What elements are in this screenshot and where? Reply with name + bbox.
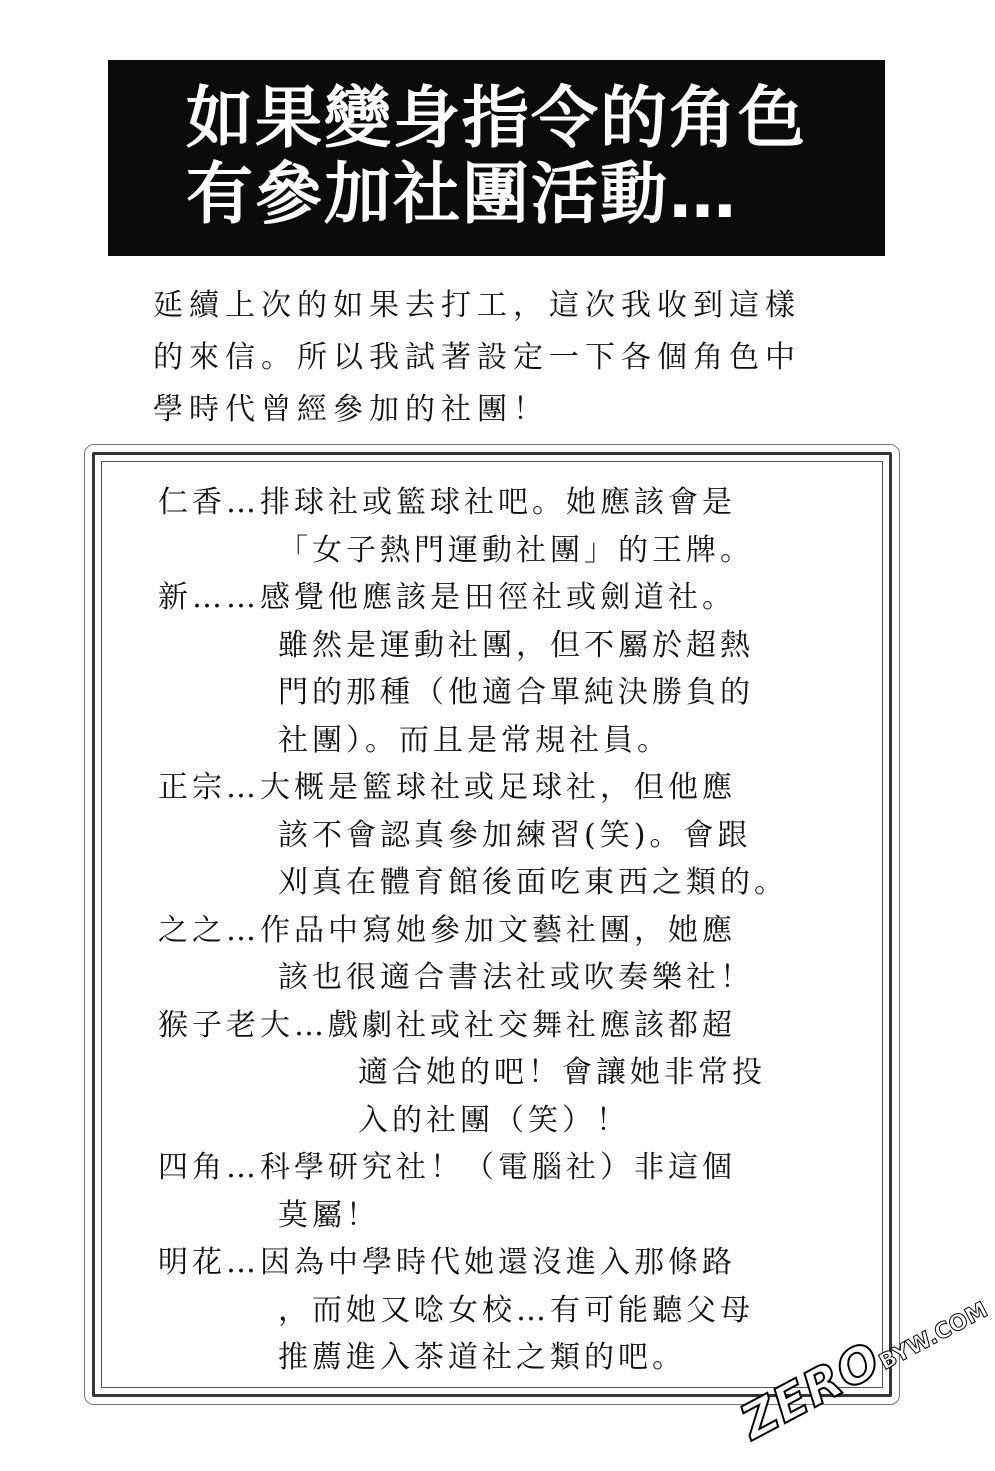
entry-zhizhi	[158, 907, 858, 1002]
character-club-list	[158, 479, 858, 1382]
watermark-domain-text: BYW.COM	[875, 1297, 993, 1376]
entry-continuation-line: 莫屬！	[278, 1197, 380, 1233]
entry-first-line: 之之…作品中寫她參加文藝社團，她應	[158, 912, 736, 948]
entry-continuation-line: 入的社團（笑）！	[358, 1102, 630, 1138]
watermark-logo-text: ZERO	[731, 1331, 890, 1451]
entry-continuation-line: ，而她又唸女校…有可能聽父母	[278, 1292, 754, 1328]
title-line-2: 有參加社團活動…	[186, 155, 738, 233]
title-line-1: 如果變身指令的角色	[186, 79, 807, 157]
entry-continuation-line: 刈真在體育館後面吃東西之類的。	[278, 865, 788, 900]
entry-sijiao	[158, 1144, 858, 1239]
intro-line: 學時代曾經參加的社團！	[153, 392, 549, 427]
entry-continuation-line: 該也很適合書法社或吹奏樂社！	[278, 960, 754, 995]
intro-paragraph	[153, 280, 853, 436]
entry-minghua	[158, 1239, 858, 1382]
entry-continuation-line: 適合她的吧！會讓她非常投	[358, 1055, 766, 1090]
intro-line: 的來信。所以我試著設定一下各個角色中	[153, 340, 801, 375]
entry-first-line: 明花…因為中學時代她還沒進入那條路	[158, 1245, 736, 1280]
entry-first-line: 仁香…排球社或籃球社吧。她應該會是	[158, 485, 736, 520]
entry-continuation-line: 雖然是運動社團，但不屬於超熱	[278, 627, 754, 663]
entry-first-line: 正宗…大概是籃球社或足球社，但他應	[158, 770, 736, 805]
entry-monkey-boss	[158, 1002, 858, 1145]
entry-continuation-line: 社團）。而且是常規社員。	[278, 722, 671, 758]
entry-renxiang	[158, 479, 858, 574]
entry-continuation-line: 該不會認真參加練習(笑)。會跟	[278, 817, 752, 853]
entry-continuation-line: 推薦進入茶道社之類的吧。	[278, 1340, 686, 1375]
entry-continuation-line: 門的那種（他適合單純決勝負的	[278, 675, 754, 710]
entry-first-line: 四角…科學研究社！（電腦社）非這個	[158, 1150, 736, 1185]
title-banner	[108, 60, 885, 256]
entry-first-line: 新……感覺他應該是田徑社或劍道社。	[158, 580, 736, 615]
entry-xin	[158, 574, 858, 764]
entry-continuation-line: 「女子熱門運動社團」的王牌。	[278, 532, 754, 568]
entry-first-line: 猴子老大…戲劇社或社交舞社應該都超	[158, 1007, 736, 1043]
intro-line: 延續上次的如果去打工，這次我收到這樣	[153, 288, 801, 323]
entry-masamune	[158, 764, 858, 907]
